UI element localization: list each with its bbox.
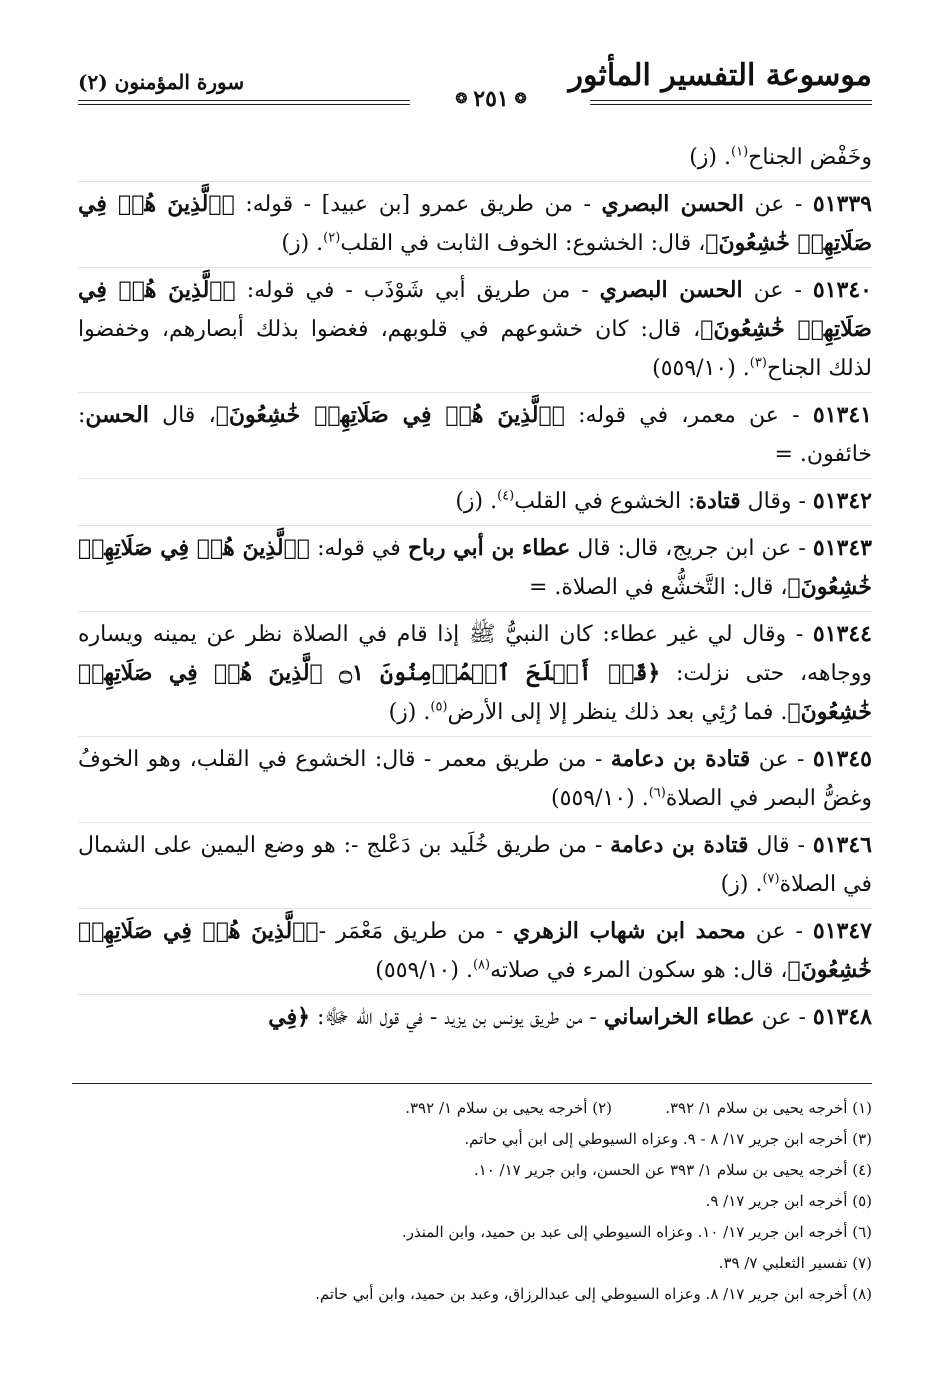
narrator-name: الحسن bbox=[85, 402, 149, 428]
narrator-name: عطاء بن أبي رباح bbox=[407, 535, 571, 561]
footnote-ref: (٧) bbox=[762, 871, 780, 887]
entry-number: ٥١٣٤١ bbox=[812, 402, 872, 428]
entry-text: - عن bbox=[750, 747, 813, 772]
header-rule-right bbox=[590, 100, 872, 101]
entry-text: ، قال: التَّخشُّع في الصلاة. = bbox=[528, 575, 788, 600]
footnote: (٥) أخرجه ابن جرير ١٧/ ٩. bbox=[705, 1192, 872, 1210]
entry-number: ٥١٣٤٥ bbox=[812, 746, 872, 772]
footnote-row bbox=[72, 1279, 872, 1310]
quran-verse: ﴿فِي bbox=[268, 1004, 311, 1030]
entry-number: ٥١٣٤٨ bbox=[812, 1004, 872, 1030]
hadith-entry bbox=[78, 994, 872, 1037]
footnote: (١) أخرجه يحيى بن سلام ١/ ٣٩٢. bbox=[665, 1099, 872, 1117]
narrator-name: قتادة بن دعامة bbox=[610, 832, 749, 858]
entry-text: - عن bbox=[754, 1005, 813, 1030]
footnote-ref: (١) bbox=[731, 144, 749, 160]
entry-number: ٥١٣٤٣ bbox=[812, 535, 872, 561]
narrator-name: الحسن البصري bbox=[601, 191, 744, 217]
entry-text: - عن ابن جريج، قال: قال bbox=[570, 536, 813, 561]
entry-text: - وقال لي غير عطاء: كان النبيُّ ﷺ إذا قام في الصلاة نظر عن يمينه ويساره ووجاهه، حتى نزلت: bbox=[78, 622, 872, 686]
entry-text: . فما رُئِي بعد ذلك ينظر إلا إلى الأرض bbox=[447, 700, 788, 725]
hadith-entry bbox=[78, 611, 872, 732]
narrator-name: قتادة بن دعامة bbox=[610, 746, 751, 772]
entry-text: : خائفون. = bbox=[78, 403, 872, 467]
entry-text: . (ز) bbox=[388, 700, 431, 725]
footnote-ref: (٢) bbox=[323, 230, 341, 246]
entry-text: . (ز) bbox=[281, 231, 324, 256]
entry-text: - عن معمر، في قوله: bbox=[564, 403, 813, 428]
entry-number: ٥١٣٤٢ bbox=[812, 488, 872, 514]
footnote-row bbox=[72, 1248, 872, 1279]
entry-text: - من طريق خُلَيد بن دَعْلج -: هو وضع اليمين على الشمال في الصلاة bbox=[78, 833, 872, 897]
hadith-entry bbox=[78, 478, 872, 521]
entry-text: - قال bbox=[748, 833, 813, 858]
narrator-name: الحسن البصري bbox=[599, 277, 743, 303]
quran-verse: ﴿ٱلَّذِينَ هُمۡ فِي صَلَاتِهِمۡ خَٰشِعُونَ﴾ bbox=[78, 277, 872, 342]
quran-verse: ﴿قَدۡ أَفۡلَحَ ٱلۡمُؤۡمِنُونَ ۝١ ٱلَّذِينَ هُمۡ فِي صَلَاتِهِمۡ خَٰشِعُونَ﴾ bbox=[78, 660, 872, 725]
hadith-entry bbox=[78, 525, 872, 607]
footnote: (٢) أخرجه يحيى بن سلام ١/ ٣٩٢. bbox=[405, 1099, 612, 1117]
entry-text: - من طريق عمرو [بن عبيد] - قوله: bbox=[234, 192, 602, 217]
footnote-ref: (٤) bbox=[497, 488, 515, 504]
entry-text: في قوله: bbox=[310, 536, 408, 561]
footnote-ref: (٦) bbox=[648, 785, 666, 801]
quran-verse: ﴿ٱلَّذِينَ هُمۡ فِي صَلَاتِهِمۡ خَٰشِعُونَ﴾ bbox=[78, 191, 872, 256]
narrator-name: عطاء الخراساني bbox=[603, 1004, 755, 1030]
entry-text: - عن bbox=[743, 192, 813, 217]
entry-text: ، قال bbox=[148, 403, 216, 428]
footnote: (٦) أخرجه ابن جرير ١٧/ ١٠. وعزاه السيوطي إلى عبد بن حميد، وابن المنذر. bbox=[401, 1223, 872, 1241]
entry-text: ، قال: الخشوع: الخوف الثابت في القلب bbox=[340, 231, 706, 256]
surah-title: سورة المؤمنون (٢) bbox=[78, 70, 245, 94]
footnote-ref: (٣) bbox=[749, 355, 767, 371]
footnote-ref: (٨) bbox=[472, 957, 491, 973]
entry-text: - من طريق أبي شَوْذَب - في قوله: bbox=[235, 278, 600, 303]
footnote-row bbox=[72, 1186, 872, 1217]
footnote-row bbox=[72, 1124, 872, 1155]
entry-text: وخَفْض الجناح bbox=[748, 145, 872, 170]
footnote: (٣) أخرجه ابن جرير ١٧/ ٨ - ٩. وعزاه السيوطي إلى ابن أبي حاتم. bbox=[464, 1130, 872, 1148]
entry-number: ٥١٣٤٧ bbox=[812, 918, 872, 944]
quran-verse: ﴿ٱلَّذِينَ هُمۡ فِي صَلَاتِهِمۡ خَٰشِعُونَ﴾ bbox=[215, 402, 565, 428]
footnote-row bbox=[72, 1093, 872, 1124]
footnote: (٨) أخرجه ابن جرير ١٧/ ٨. وعزاه السيوطي إلى عبدالرزاق، وعبد بن حميد، وابن أبي حاتم. bbox=[315, 1285, 872, 1303]
entry-text: ، قال: هو سكون المرء في صلاته bbox=[490, 958, 788, 983]
page-number-box bbox=[410, 86, 572, 112]
entry-text: : الخشوع في القلب bbox=[514, 489, 696, 514]
hadith-entry bbox=[78, 908, 872, 990]
footnote: (٧) تفسير الثعلبي ٧/ ٣٩. bbox=[718, 1254, 872, 1272]
ornament-icon: ❂ bbox=[514, 91, 527, 107]
entry-text: - من طريق مَعْمَر - bbox=[318, 919, 513, 944]
entry-text: - عن bbox=[742, 278, 813, 303]
entry-text: - من طريق معمر - قال: الخشوع في القلب، وهو الخوفُ وغضُّ البصر في الصلاة bbox=[78, 747, 872, 811]
hadith-entry bbox=[78, 181, 872, 263]
footnote-divider bbox=[72, 1083, 872, 1084]
entry-text: . (٥٥٩/١٠) bbox=[652, 356, 750, 381]
hadith-entry bbox=[78, 736, 872, 818]
quran-verse: ﴿ٱلَّذِينَ هُمۡ فِي صَلَاتِهِمۡ خَٰشِعُونَ﴾ bbox=[78, 535, 872, 600]
footnote-ref: (٥) bbox=[430, 699, 448, 715]
narrator-name: قتادة bbox=[695, 488, 741, 514]
footnote: (٤) أخرجه يحيى بن سلام ١/ ٣٩٣ عن الحسن، وابن جرير ١٧/ ١٠. bbox=[473, 1161, 872, 1179]
header-rule-left bbox=[78, 100, 410, 101]
entry-text: . (ز) bbox=[455, 489, 498, 514]
entry-number: ٥١٣٤٤ bbox=[812, 621, 872, 647]
book-title: موسوعة التفسير المأثور bbox=[568, 58, 872, 93]
entry-text: - عن bbox=[745, 919, 813, 944]
quran-verse: ﴿ٱلَّذِينَ هُمۡ فِي صَلَاتِهِمۡ خَٰشِعُونَ﴾ bbox=[78, 918, 872, 983]
hadith-entry bbox=[78, 392, 872, 474]
hadith-entry bbox=[78, 138, 872, 177]
hadith-entry bbox=[78, 822, 872, 904]
entry-number: ٥١٣٣٩ bbox=[812, 191, 872, 217]
entry-text: . (٥٥٩/١٠) bbox=[551, 786, 649, 811]
entry-number: ٥١٣٤٠ bbox=[812, 277, 872, 303]
entry-text: - من طريق يونس بن يزيد - في قول الله ﷻ: bbox=[310, 1005, 604, 1030]
entry-text: ، قال: كان خشوعهم في قلوبهم، فغضوا بذلك أبصارهم، وخفضوا لذلك الجناح bbox=[78, 317, 872, 381]
narrator-name: محمد ابن شهاب الزهري bbox=[512, 918, 746, 944]
ornament-icon: ❂ bbox=[455, 91, 468, 107]
entry-number: ٥١٣٤٦ bbox=[812, 832, 872, 858]
footnote-row bbox=[72, 1217, 872, 1248]
entry-text: . (ز) bbox=[689, 145, 731, 170]
page-number: ٢٥١ bbox=[473, 86, 509, 112]
footnotes bbox=[72, 1093, 872, 1310]
main-text bbox=[78, 138, 872, 1041]
entry-text: . (ز) bbox=[720, 872, 763, 897]
entry-text: . (٥٥٩/١٠) bbox=[375, 958, 473, 983]
hadith-entry bbox=[78, 267, 872, 388]
footnote-row bbox=[72, 1155, 872, 1186]
entry-text: - وقال bbox=[740, 489, 813, 514]
